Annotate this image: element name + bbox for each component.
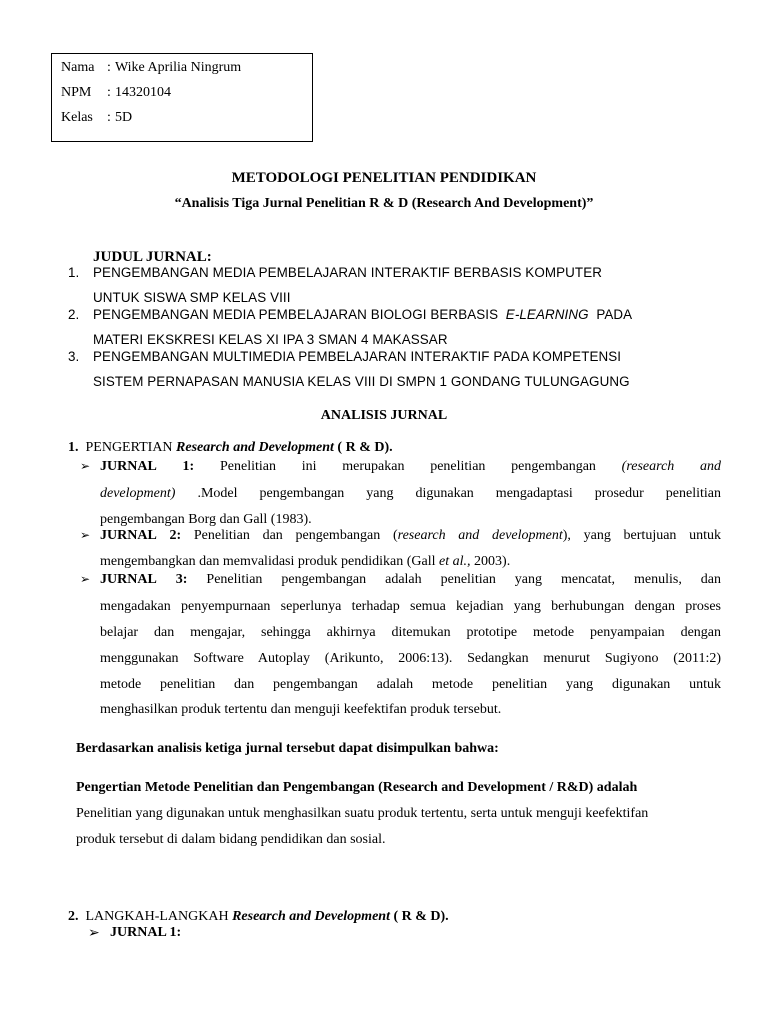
jurnal-3-line6: menghasilkan produk tertentu dan menguji keefektifan produk tersebut. — [100, 702, 502, 717]
journal-2-title-line2: MATERI EKSKRESI KELAS XI IPA 3 SMAN 4 MAKASSAR — [93, 332, 448, 347]
section-2-label: LANGKAH-LANGKAH — [85, 909, 229, 924]
journal-2-title-elearning: E-LEARNING — [505, 307, 589, 322]
jurnal-1-label: JURNAL — [100, 459, 157, 474]
jurnal-2-text2: mengembangkan dan memvalidasi produk pendidikan (Gall — [100, 554, 436, 569]
jurnal-2-line1 — [100, 528, 721, 544]
section-1-number: 1. — [68, 440, 79, 455]
jurnal-3-line2: mengadakan penyempurnaan seperlunya terhadap semua kejadian yang berhubungan dengan proses — [100, 599, 721, 614]
journal-3-title-line2: SISTEM PERNAPASAN MANUSIA KELAS VIII DI SMPN 1 GONDANG TULUNGAGUNG — [93, 374, 630, 389]
nama-separator: : — [107, 60, 111, 75]
section-1-italic: Research and Development — [176, 440, 334, 455]
journal-2-title-c: PADA — [596, 307, 633, 322]
info-kelas-row — [61, 110, 132, 126]
journal-2-title-line1 — [93, 307, 632, 322]
section-1-heading — [68, 440, 393, 456]
arrowhead-bullet-icon: ➢ — [80, 528, 91, 542]
jurnal-3-line5: metode penelitian dan pengembangan adalah metode penelitian yang digunakan untuk — [100, 677, 721, 692]
journal-1-number: 1. — [68, 265, 80, 280]
journal-3-title-line1: PENGEMBANGAN MULTIMEDIA PEMBELAJARAN INTERAKTIF PADA KOMPETENSI — [93, 349, 622, 364]
jurnal-1-line1 — [100, 459, 721, 475]
arrowhead-bullet-icon: ➢ — [80, 459, 91, 473]
jurnal-1-number: 1: — [182, 459, 195, 474]
jurnal-2-after2: 2003). — [474, 554, 511, 569]
jurnal-3-line4: menggunakan Software Autoplay (Arikunto, 2006:13). Sedangkan menurut Sugiyono (2011:2) — [100, 651, 721, 666]
arrowhead-bullet-icon: ➢ — [80, 572, 91, 586]
jurnal-2-text1: Penelitian dan pengembangan ( — [193, 528, 398, 543]
jurnal-2-italic1: research and development — [397, 528, 563, 543]
section-1-label: PENGERTIAN — [85, 440, 173, 455]
jurnal-2-after1: ), yang bertujuan untuk — [562, 528, 722, 543]
arrowhead-bullet-icon: ➢ — [88, 926, 100, 941]
npm-separator: : — [107, 85, 111, 100]
definition-line1: Penelitian yang digunakan untuk menghasilkan suatu produk tertentu, serta untuk menguji keefektifan — [76, 806, 649, 821]
journal-1-title-line2: UNTUK SISWA SMP KELAS VIII — [93, 290, 291, 305]
kelas-value: 5D — [115, 110, 133, 125]
journal-2-number: 2. — [68, 307, 80, 322]
jurnal-2-number: 2: — [169, 528, 182, 543]
jurnal-3-line1 — [100, 572, 721, 588]
jurnal-1-italic1: (research and — [621, 459, 722, 474]
jurnal-2-line2 — [100, 554, 510, 570]
jurnal-3-line3: belajar dan mengajar, sehingga akhirnya ditemukan prototipe metode penyampaian dengan — [100, 625, 721, 640]
journal-2-title-a: PENGEMBANGAN MEDIA PEMBELAJARAN BIOLOGI BERBASIS — [93, 307, 499, 322]
jurnal-3-text1: Penelitian pengembangan adalah penelitian yang mencatat, menulis, dan — [206, 572, 722, 587]
analisis-heading: ANALISIS JURNAL — [320, 408, 448, 423]
jurnal-2-italic2: et al., — [439, 554, 471, 569]
section-1-suffix: ( R & D). — [337, 440, 393, 455]
section-2-number: 2. — [68, 909, 79, 924]
jurnal-3-label: JURNAL — [100, 572, 157, 587]
jurnal-3-number: 3: — [175, 572, 188, 587]
npm-value: 14320104 — [115, 85, 171, 100]
judul-jurnal-heading: JUDUL JURNAL: — [93, 249, 212, 265]
info-nama-row — [61, 60, 241, 76]
section-2-jurnal-1-label: JURNAL 1: — [110, 925, 182, 940]
journal-3-number: 3. — [68, 349, 80, 364]
student-info-box — [51, 53, 313, 142]
document-title: METODOLOGI PENELITIAN PENDIDIKAN — [231, 170, 537, 186]
definition-line2: produk tersebut di dalam bidang pendidikan dan sosial. — [76, 832, 386, 847]
jurnal-1-line3: pengembangan Borg dan Gall (1983). — [100, 512, 312, 527]
kelas-label: Kelas — [61, 110, 93, 125]
jurnal-1-italic2: development) — [100, 486, 176, 501]
kelas-separator: : — [107, 110, 111, 125]
info-npm-row — [61, 85, 171, 101]
section-2-suffix: ( R & D). — [393, 909, 449, 924]
document-subtitle: “Analisis Tiga Jurnal Penelitian R & D (Research And Development)” — [174, 196, 594, 211]
journal-1-title-line1: PENGEMBANGAN MEDIA PEMBELAJARAN INTERAKTIF BERBASIS KOMPUTER — [93, 265, 602, 280]
section-2-italic: Research and Development — [232, 909, 390, 924]
jurnal-1-line2 — [100, 486, 721, 502]
section-2-heading — [68, 909, 449, 925]
nama-value: Wike Aprilia Ningrum — [115, 60, 242, 75]
jurnal-1-text2: .Model pengembangan yang digunakan mengadaptasi prosedur penelitian — [197, 486, 721, 501]
nama-label: Nama — [61, 60, 95, 75]
definition-heading: Pengertian Metode Penelitian dan Pengembangan (Research and Development / R&D) adalah — [76, 780, 638, 795]
conclusion-heading: Berdasarkan analisis ketiga jurnal tersebut dapat disimpulkan bahwa: — [76, 741, 499, 756]
jurnal-1-text1: Penelitian ini merupakan penelitian pengembangan — [219, 459, 596, 474]
npm-label: NPM — [61, 85, 92, 100]
jurnal-2-label: JURNAL — [100, 528, 157, 543]
